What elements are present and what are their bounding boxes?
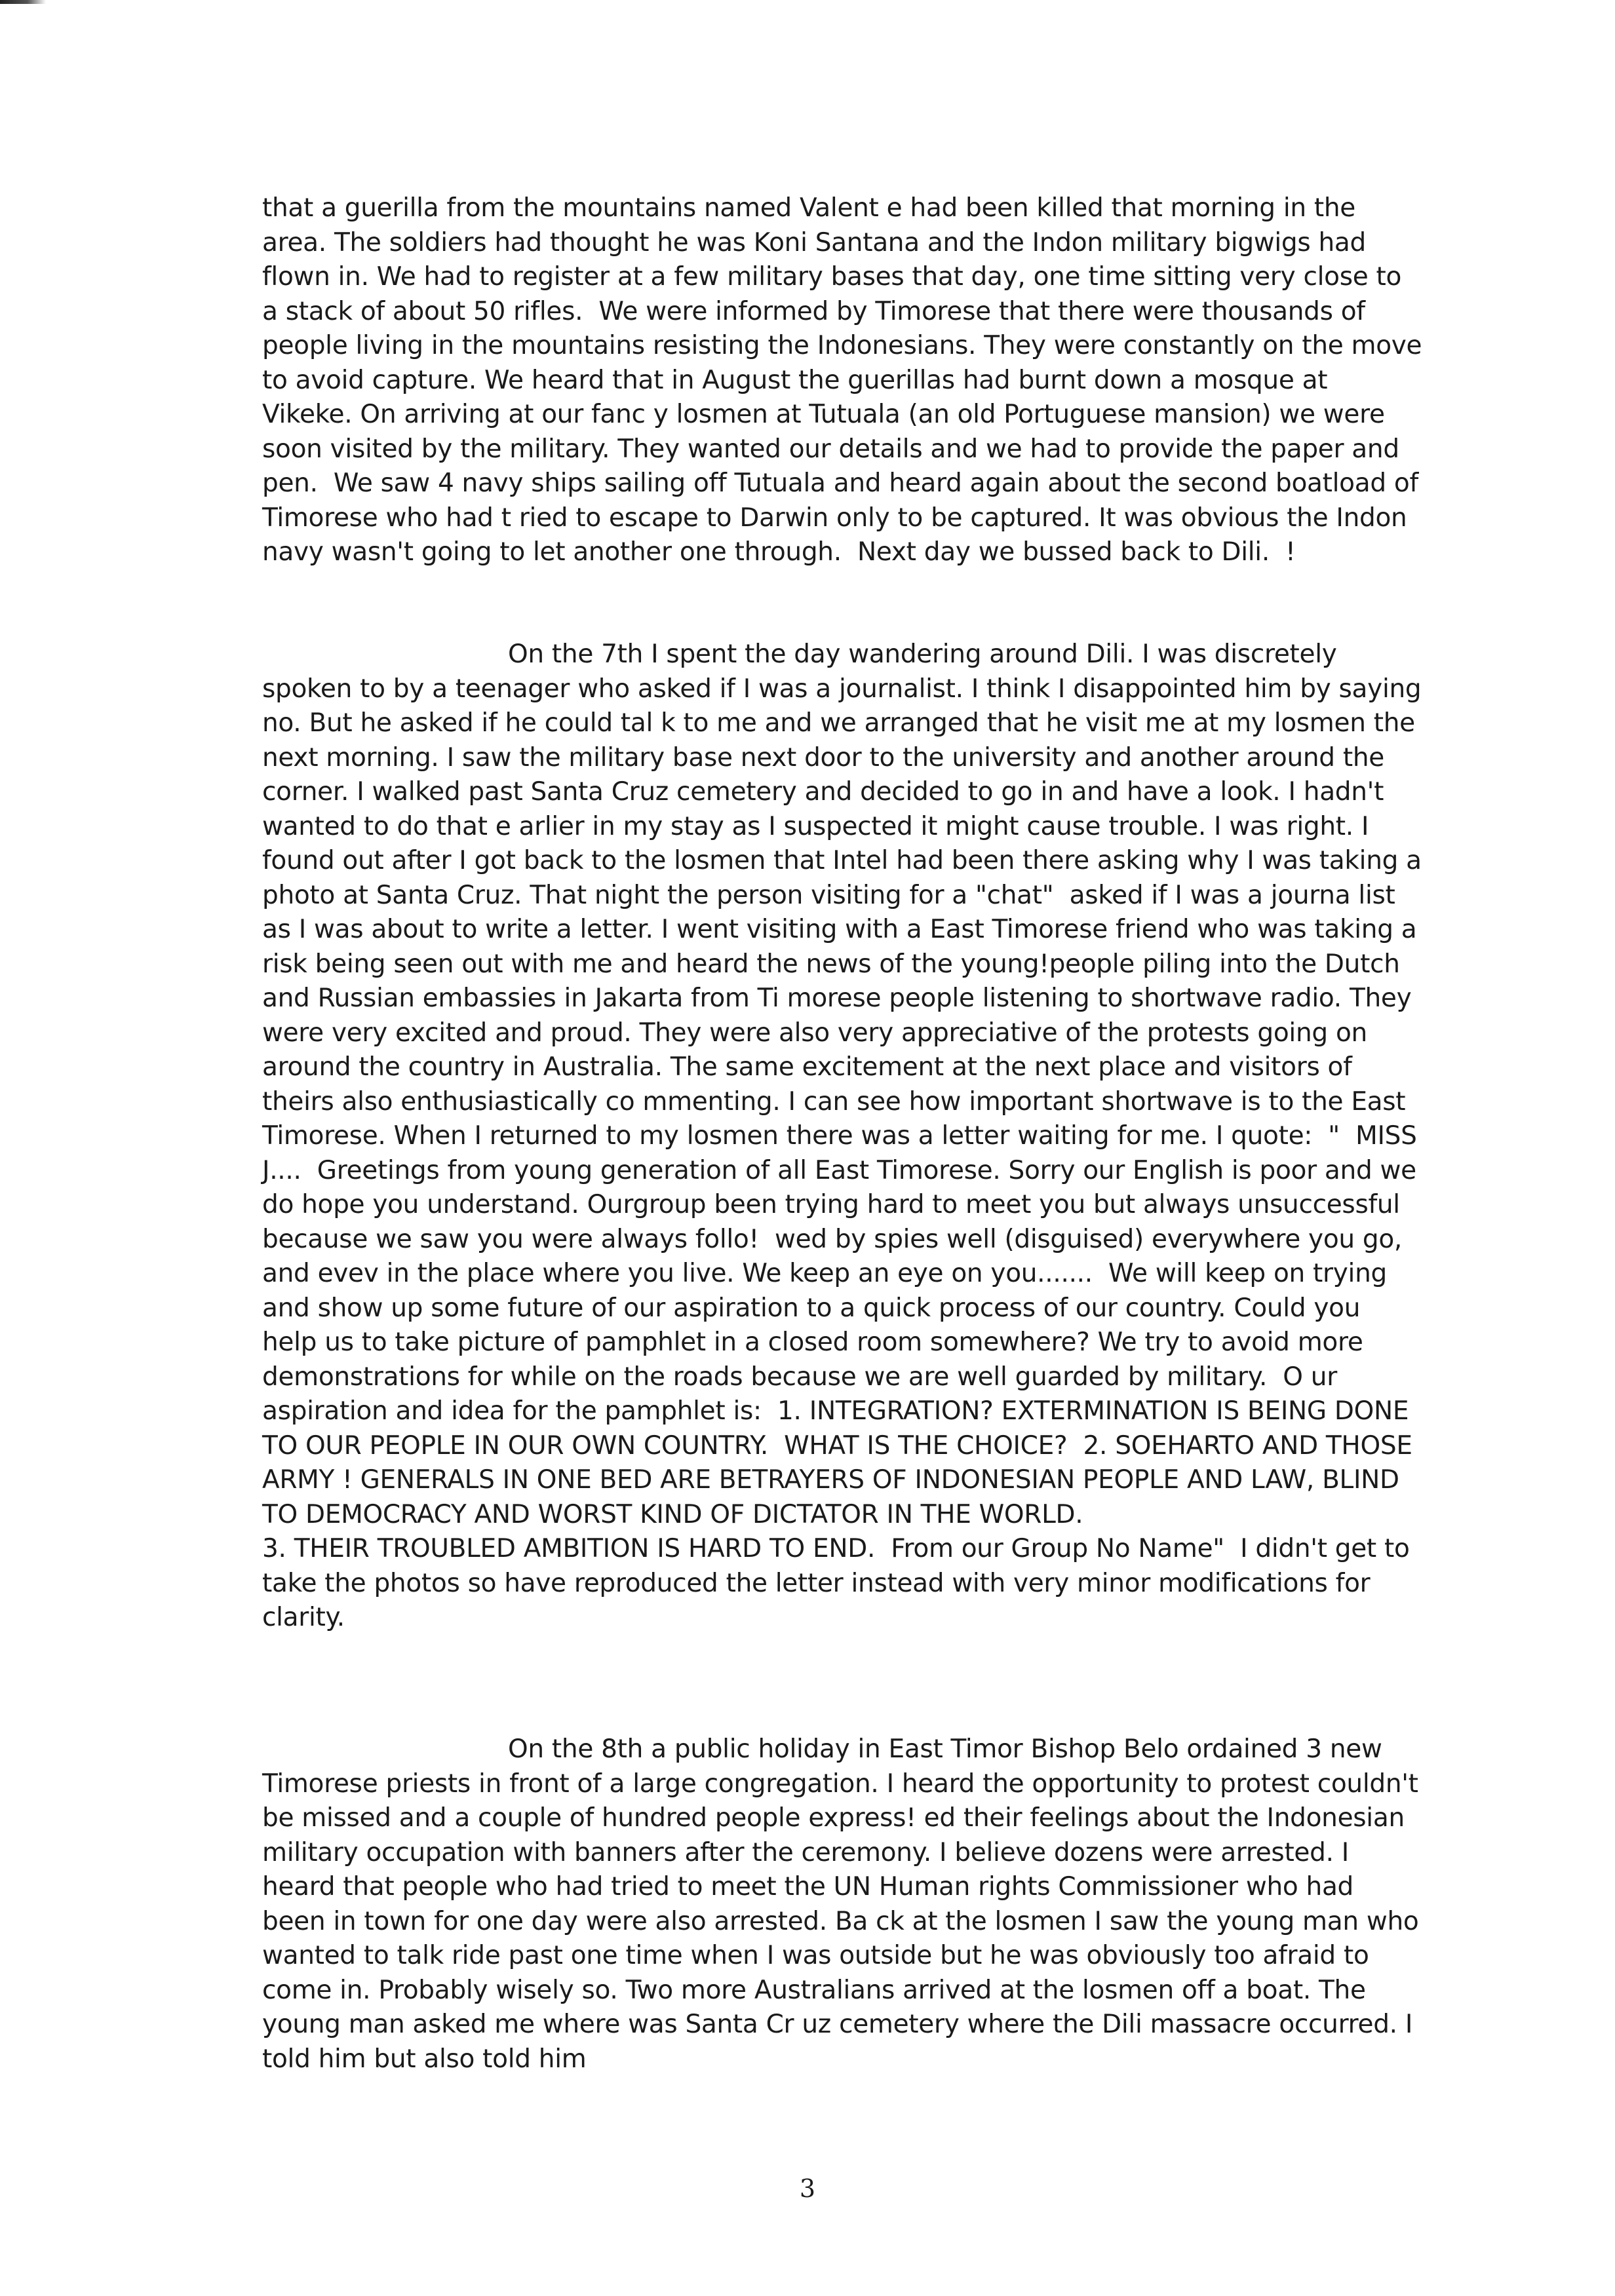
- paragraph-7th-dili-text: On the 7th I spent the day wandering around Dili. I was discretely spoken to by a teenager who asked if I was a journalist. I think I disappointed him by saying no. But he asked if he could tal k to me and we arranged that he visit me at my losmen the next morning. I saw the military base next door to the university and another around the corner. I walked past Santa Cruz cemetery and decided to go in and have a look. I hadn't wanted to do that e arlier in my stay as I suspected it might cause trouble. I was right. I found out after I got back to the losmen that Intel had been there asking why I was taking a photo at Santa Cruz. That night the person visiting for a "chat" asked if I was a journa list as I was about to write a letter. I went visiting with a East Timorese friend who was taking a risk being seen out with me and heard the news of the young!people piling into the Dutch and Russian embassies in Jakarta from Ti morese people listening to shortwave radio. They were very excited and proud. They were also very appreciative of the protests going on around the country in Australia. The same excitement at the next place and visitors of theirs also enthusiastically co mmenting. I can see how important shortwave is to the East Timorese. When I returned to my losmen there was a letter waiting for me. I quote: " MISS J.... Greetings from young generation of all East Timorese. Sorry our English is poor and we do hope you understand. Ourgroup been trying hard to meet you but always unsuccessful because we saw you were always follo! wed by spies well (disguised) everywhere you go, and evev in the place where you live. We keep an eye on you....... We will keep on trying and show up some future of our aspiration to a quick process of our country. Could you help us to take picture of pamphlet in a closed room somewhere? We try to avoid more demonstrations for while on the roads because we are well guarded by military. O ur aspiration and idea for the pamphlet is: 1. INTEGRATION? EXTERMINATION IS BEING DONE TO OUR PEOPLE IN OUR OWN COUNTRY. WHAT IS THE CHOICE? 2. SOEHARTO AND THOSE ARMY ! GENERALS IN ONE BED ARE BETRAYERS OF INDONESIAN PEOPLE AND LAW, BLIND TO DEMOCRACY AND WORST KIND OF DICTATOR IN THE WORLD. 3. THEIR TROUBLED AMBITION IS HARD TO END. From our Group No Name" I didn't get to take the photos so have reproduced the letter instead with very minor modifications for clarity.: [262, 640, 1422, 1632]
- scan-corner-mark: [0, 0, 46, 4]
- paragraph-8th-public-holiday: [262, 1732, 1427, 2076]
- page-number: 3: [799, 2174, 816, 2203]
- paragraph-7th-dili: [262, 638, 1422, 1636]
- paragraph-8th-public-holiday-text: On the 8th a public holiday in East Timor Bishop Belo ordained 3 new Timorese priests in front of a large congregation. I heard the opportunity to protest couldn't be missed and a couple of hundred people express! ed their feelings about the Indonesian military occupation with banners after the ceremony. I believe dozens were arrested. I heard that people who had tried to meet the UN Human rights Commissioner who had been in town for one day were also arrested. Ba ck at the losmen I saw the young man who wanted to talk ride past one time when I was outside but he was obviously too afraid to come in. Probably wisely so. Two more Australians arrived at the losmen off a boat. The young man asked me where was Santa Cr uz cemetery where the Dili massacre occurred. I told him but also told him: [262, 1734, 1427, 2074]
- paragraph-continued-guerilla: that a guerilla from the mountains named Valent e had been killed that morning in the area. The soldiers had thought he was Koni Santana and the Indon military bigwigs had flown in. We had to register at a few military bases that day, one time sitting very close to a stack of about 50 rifles. We were informed by Timorese that there were thousands of people living in the mountains resisting the Indonesians. They were constantly on the move to avoid capture. We heard that in August the guerillas had burnt down a mosque at Vikeke. On arriving at our fanc y losmen at Tutuala (an old Portuguese mansion) we were soon visited by the military. They wanted our details and we had to provide the paper and pen. We saw 4 navy ships sailing off Tutuala and heard again about the second boatload of Timorese who had t ried to escape to Darwin only to be captured. It was obvious the Indon navy wasn't going to let another one through. Next day we bussed back to Dili. !: [262, 193, 1430, 567]
